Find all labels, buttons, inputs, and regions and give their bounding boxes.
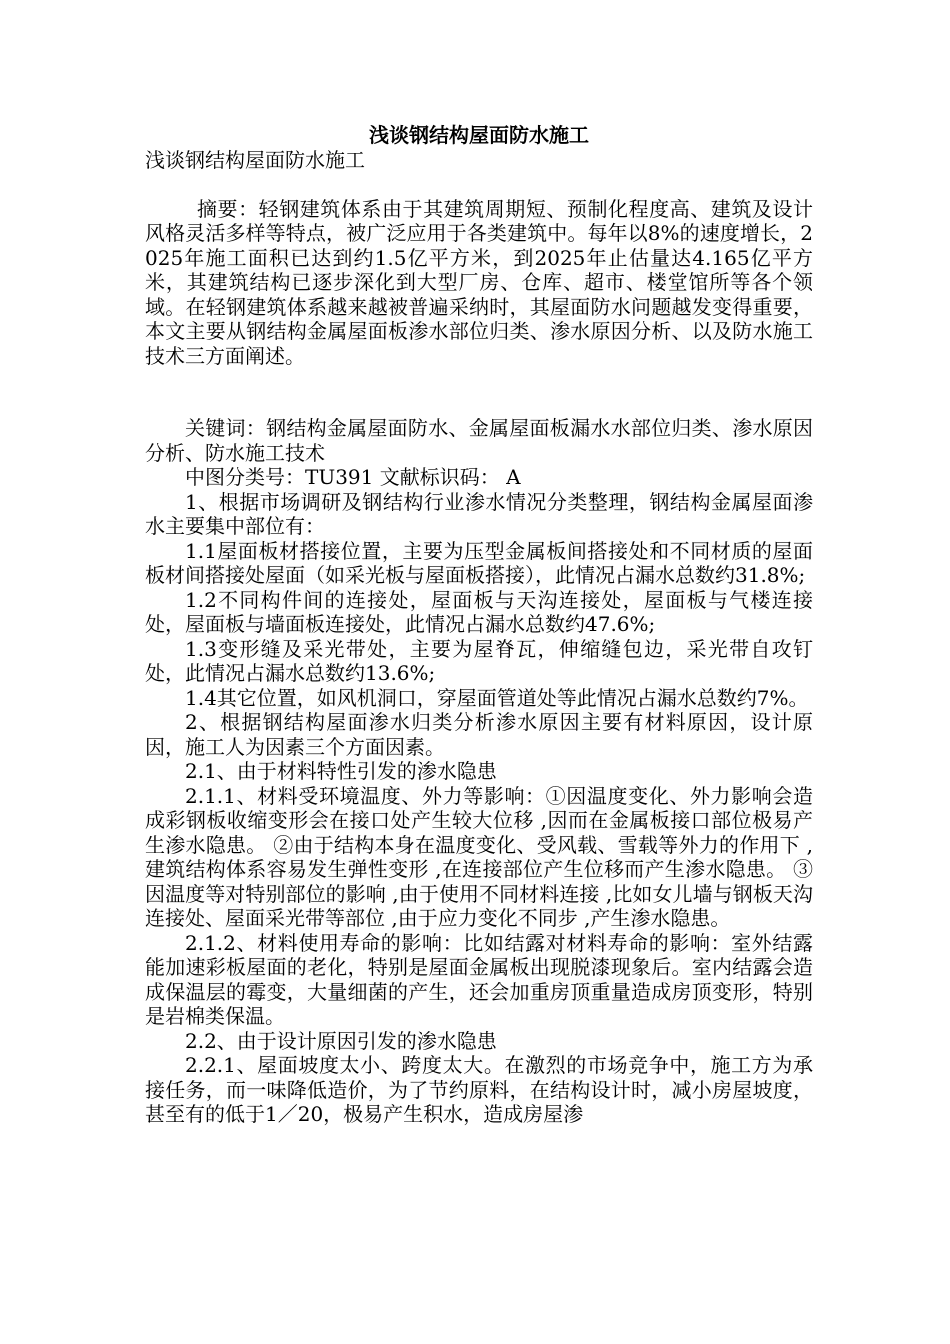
blank-lines [145,368,813,416]
body-paragraph: 2、根据钢结构屋面渗水归类分析渗水原因主要有材料原因，设计原因，施工人为因素三个方面因素。 [145,710,813,759]
classification-paragraph: 中图分类号：TU391 文献标识码： A [185,465,521,489]
body-paragraph: 2.1.2、材料使用寿命的影响：比如结露对材料寿命的影响：室外结露能加速彩板屋面的老化，特别是屋面金属板出现脱漆现象后。室内结露会造成保温层的霉变，大量细菌的产生，还会加重房顶重量造成房顶变形，特别是岩棉类保温。 [145,930,813,1028]
blank-line [145,173,813,197]
keywords-paragraph: 关键词：钢结构金属屋面防水、金属屋面板漏水水部位归类、渗水原因分析、防水施工技术 [145,416,813,465]
document-subtitle: 浅谈钢结构屋面防水施工 [145,148,365,172]
body-paragraph: 2.1.1、材料受环境温度、外力等影响：①因温度变化、外力影响会造成彩钢板收缩变形会在接口处产生较大位移 ,因而在金属板接口部位极易产生渗水隐患。 ②由于结构本身在温度变化、受风载、雪载等外力的作用下 ,建筑结构体系容易发生弹性变形 ,在连接部位产生位移而产生渗水隐患。 ③因温度等对特别部位的影响 ,由于使用不同材料连接 ,比如女儿墙与钢板天沟连接处、屋面采光带等部位 ,由于应力变化不同步 ,产生渗水隐患。 [145,783,813,930]
document-body [145,122,813,1127]
body-paragraph: 1.3变形缝及采光带处，主要为屋脊瓦，伸缩缝包边，采光带自攻钉处，此情况占漏水总数约13.6%; [145,636,813,685]
body-paragraph: 2.2.1、屋面坡度太小、跨度太大。在激烈的市场竞争中，施工方为承接任务，而一味降低造价，为了节约原料，在结构设计时，减小房屋坡度，甚至有的低于1／20，极易产生积水，造成房屋渗 [145,1053,813,1126]
body-paragraph: 1.2不同构件间的连接处，屋面板与天沟连接处，屋面板与气楼连接处，屋面板与墙面板连接处，此情况占漏水总数约47.6%; [145,587,813,636]
body-paragraph: 1.1屋面板材搭接位置，主要为压型金属板间搭接处和不同材质的屋面板材间搭接处屋面（如采光板与屋面板搭接），此情况占漏水总数约31.8%; [145,538,813,587]
section-heading: 2.1、由于材料特性引发的渗水隐患 [185,759,497,783]
body-paragraph: 1.4其它位置，如风机洞口，穿屋面管道处等此情况占漏水总数约7%。 [185,685,809,710]
abstract-paragraph: 摘要：轻钢建筑体系由于其建筑周期短、预制化程度高、建筑及设计风格灵活多样等特点，被广泛应用于各类建筑中。每年以8%的速度增长，2025年施工面积已达到约1.5亿平方米，到2025年止估量达4.165亿平方米，其建筑结构已逐步深化到大型厂房、仓库、超市、楼堂馆所等各个领域。在轻钢建筑体系越来越被普遍采纳时，其屋面防水问题越发变得重要，本文主要从钢结构金属屋面板渗水部位归类、渗水原因分析、以及防水施工技术三方面阐述。 [145,196,813,368]
document-title: 浅谈钢结构屋面防水施工 [369,123,589,147]
body-paragraph: 1、根据市场调研及钢结构行业渗水情况分类整理，钢结构金属屋面渗水主要集中部位有： [145,489,813,538]
section-heading: 2.2、由于设计原因引发的渗水隐患 [185,1028,497,1053]
